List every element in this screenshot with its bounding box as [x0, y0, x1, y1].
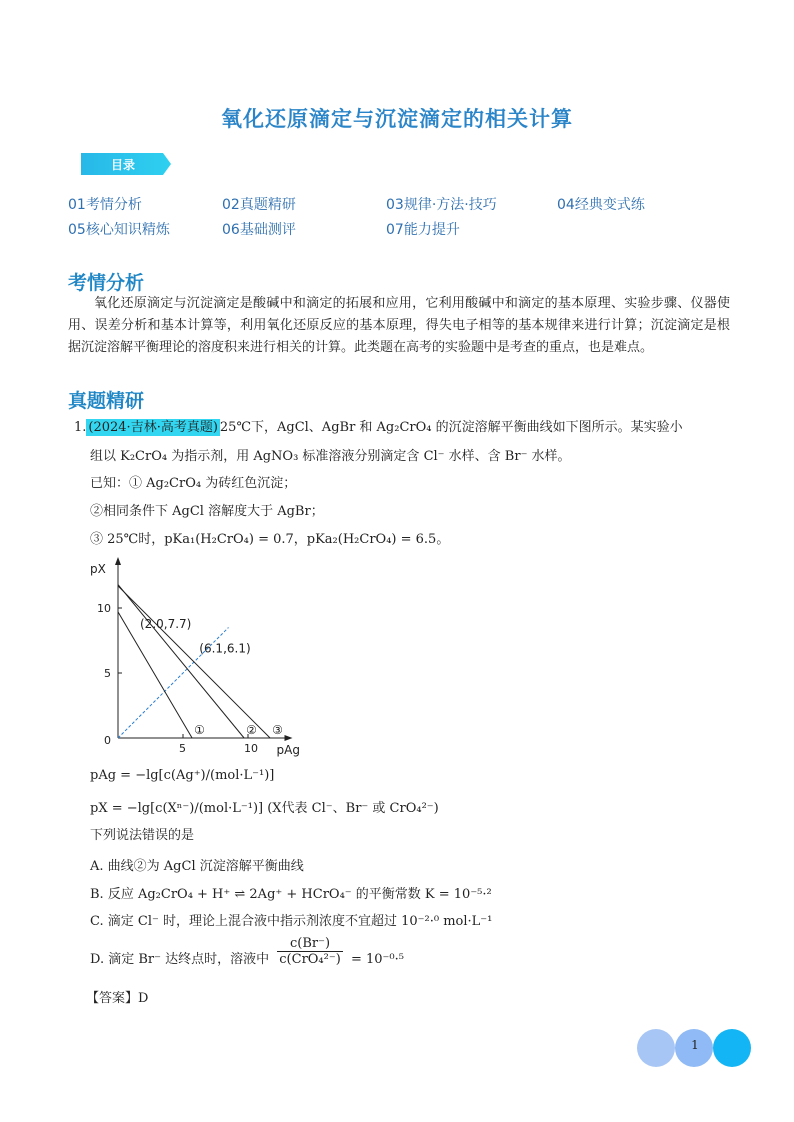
- solubility-chart: [86, 555, 326, 760]
- chart-annotation: (2.0,7.7): [140, 616, 192, 631]
- known-1: 已知：① Ag₂CrO₄ 为砖红色沉淀；: [90, 476, 297, 491]
- page-title: 氧化还原滴定与沉淀滴定的相关计算: [221, 107, 573, 131]
- option-a[interactable]: A. 曲线②为 AgCl 沉淀溶解平衡曲线: [90, 859, 304, 874]
- x-axis-label: pAg: [276, 743, 300, 757]
- x-tick-label: 10: [244, 742, 258, 755]
- known-3: ③ 25℃时，pKa₁(H₂CrO₄) = 0.7，pKa₂(H₂CrO₄) = 6.5。: [90, 532, 450, 547]
- fraction-denominator: c(CrO₄²⁻): [279, 952, 341, 967]
- toc-badge-label: 目录: [110, 158, 135, 172]
- toc-item-4[interactable]: 04经典变式练: [557, 197, 645, 213]
- option-c[interactable]: C. 滴定 Cl⁻ 时，理论上混合液中指示剂浓度不宜超过 10⁻²·⁰ mol·L⁻¹: [90, 914, 493, 929]
- chart-annotation: ①: [194, 723, 205, 737]
- question-source-tag[interactable]: (2024·吉林·高考真题): [88, 420, 218, 435]
- chart-annotation: ③: [272, 723, 283, 737]
- analysis-paragraph: 氧化还原滴定与沉淀滴定是酸碱中和滴定的拓展和应用，它利用酸碱中和滴定的基本原理、实验步骤、仪器使用、误差分析和基本计算等，利用氧化还原反应的基本原理，得失电子相等的基本规律来进行计算；沉淀滴定是根据沉淀溶解平衡理论的溶度积来进行相关的计算。此类题在高考的实验题中是考查的重点，也是难点。: [68, 296, 730, 355]
- option-d-prefix: D. 滴定 Br⁻ 达终点时，溶液中: [90, 952, 270, 967]
- x-axis-arrow: [285, 735, 293, 741]
- page-number: 1: [691, 1038, 699, 1052]
- option-d[interactable]: [90, 936, 404, 975]
- definition-px: pX = −lg[c(Xⁿ⁻)/(mol·L⁻¹)] (X代表 Cl⁻、Br⁻ 或 CrO₄²⁻): [90, 801, 439, 816]
- y-tick-label: 5: [104, 667, 111, 680]
- definition-pag: pAg = −lg[c(Ag⁺)/(mol·L⁻¹)]: [90, 768, 275, 783]
- question-text-1: 25℃下，AgCl、AgBr 和 Ag₂CrO₄ 的沉淀溶解平衡曲线如下图所示。某实验小: [219, 420, 683, 435]
- known-2: ②相同条件下 AgCl 溶解度大于 AgBr；: [90, 504, 324, 519]
- x-tick-label: 5: [179, 742, 186, 755]
- y-axis-label: pX: [90, 562, 106, 576]
- toc-item-7[interactable]: 07能力提升: [386, 222, 460, 238]
- option-d-suffix: = 10⁻⁰·⁵: [350, 952, 404, 967]
- option-b[interactable]: B. 反应 Ag₂CrO₄ + H⁺ ⇌ 2Ag⁺ + HCrO₄⁻ 的平衡常数 K = 10⁻⁵·²: [90, 887, 492, 902]
- toc-badge: [81, 153, 171, 175]
- toc-item-1[interactable]: 01考情分析: [68, 197, 142, 213]
- fraction-numerator: c(Br⁻): [277, 936, 343, 952]
- question-text-2: 组以 K₂CrO₄ 为指示剂，用 AgNO₃ 标准溶液分别滴定含 Cl⁻ 水样、含 Br⁻ 水样。: [90, 449, 571, 464]
- y-tick-label: 0: [104, 734, 111, 747]
- option-d-fraction: [277, 936, 343, 967]
- toc-item-2[interactable]: 02真题精研: [222, 197, 296, 213]
- y-tick-label: 10: [97, 602, 111, 615]
- question-number: 1.: [74, 420, 87, 435]
- chart-annotation: (6.1,6.1): [199, 641, 251, 656]
- y-axis-arrow: [115, 557, 121, 565]
- section-heading-analysis: 考情分析: [68, 272, 145, 294]
- section-heading-exam: 真题精研: [68, 390, 145, 412]
- question-line-1: [74, 416, 683, 435]
- answer-line: 【答案】D: [86, 991, 149, 1006]
- toc-item-6[interactable]: 06基础测评: [222, 222, 296, 238]
- toc-item-5[interactable]: 05核心知识精炼: [68, 222, 170, 238]
- toc-item-3[interactable]: 03规律·方法·技巧: [386, 197, 497, 213]
- series-line-2: [118, 585, 244, 738]
- question-prompt: 下列说法错误的是: [90, 828, 195, 843]
- chart-annotation: ②: [246, 723, 257, 737]
